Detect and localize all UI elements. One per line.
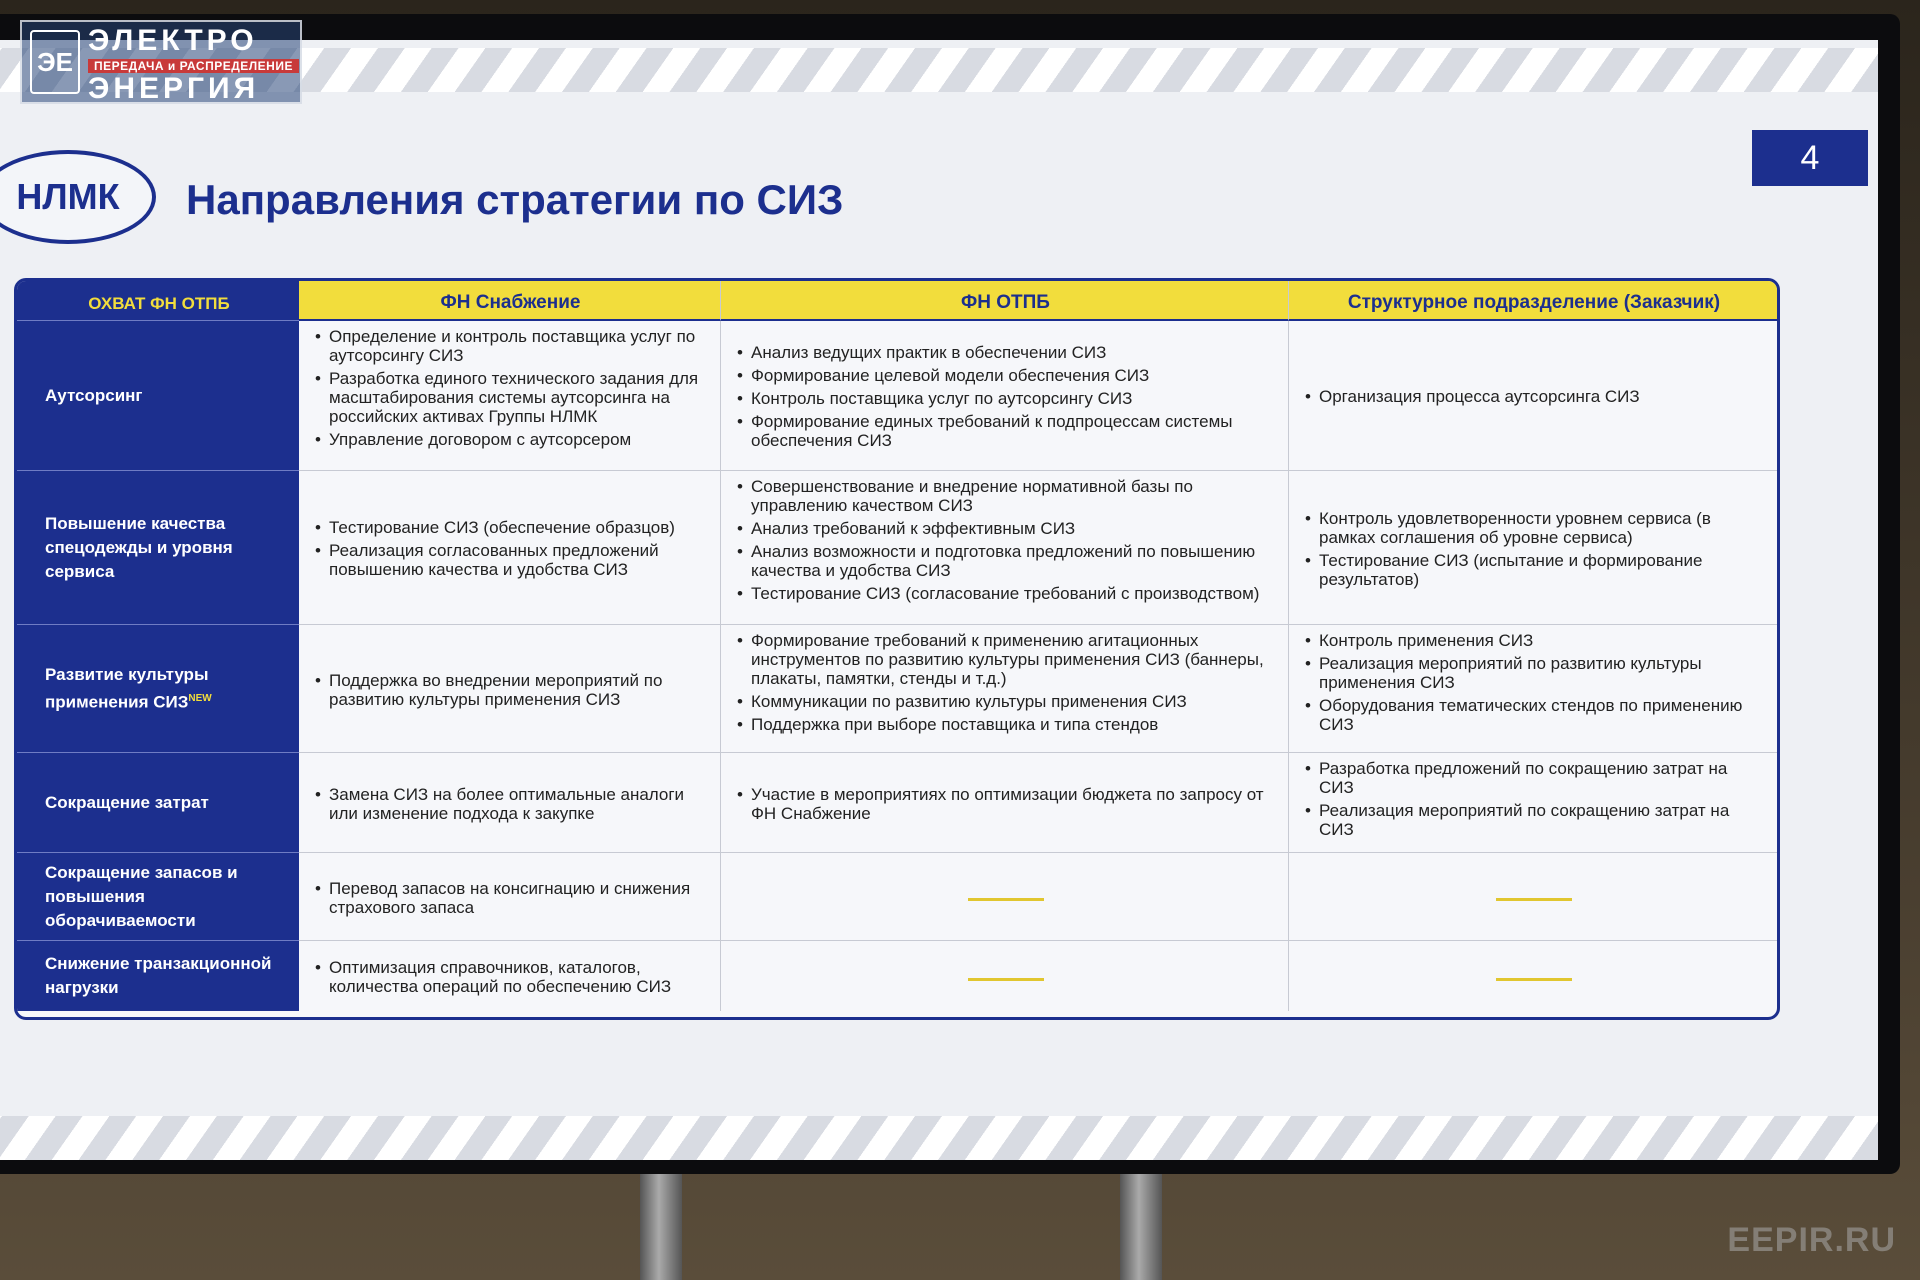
eepir-watermark: EEPIR.RU — [1727, 1221, 1896, 1259]
empty-dash — [1496, 978, 1572, 981]
table-cell — [299, 471, 721, 625]
table-cell-empty — [1289, 853, 1777, 941]
strategy-table — [14, 278, 1780, 1020]
table-cell — [1289, 471, 1777, 625]
table-cell — [299, 321, 721, 471]
list-item: • Реализация мероприятий по развитию культуры применения СИЗ — [1319, 654, 1765, 692]
list-item: • Поддержка во внедрении мероприятий по развитию культуры применения СИЗ — [329, 671, 708, 709]
column-header-otpb: ФН ОТПБ — [721, 281, 1289, 321]
monitor-stand-right — [1120, 1174, 1162, 1280]
list-item: • Участие в мероприятиях по оптимизации бюджета по запросу от ФН Снабжение — [751, 785, 1276, 823]
list-item: • Формирование единых требований к подпроцессам системы обеспечения СИЗ — [751, 412, 1276, 450]
list-item: • Тестирование СИЗ (согласование требований с производством) — [751, 584, 1276, 603]
list-item: • Реализация согласованных предложений повышению качества и удобства СИЗ — [329, 541, 708, 579]
list-item: • Коммуникации по развитию культуры применения СИЗ — [751, 692, 1276, 711]
list-item: • Организация процесса аутсорсинга СИЗ — [1319, 387, 1765, 406]
table-cell — [1289, 753, 1777, 853]
table-cell — [1289, 625, 1777, 753]
electroenergy-watermark — [20, 20, 302, 104]
watermark-line1: ЭЛЕКТРО — [88, 24, 258, 57]
list-item: • Тестирование СИЗ (обеспечение образцов) — [329, 518, 708, 537]
empty-dash — [1496, 898, 1572, 901]
table-cell — [721, 753, 1289, 853]
row-header-inventory: Сокращение запасов и повышения оборачиваемости — [17, 853, 299, 941]
monitor-frame — [0, 14, 1900, 1174]
table-cell — [299, 853, 721, 941]
list-item: • Разработка единого технического задания для масштабирования системы аутсорсинга на российских активах Группы НЛМК — [329, 369, 708, 426]
list-item: • Управление договором с аутсорсером — [329, 430, 708, 449]
table-cell-empty — [1289, 941, 1777, 1011]
monitor-stand-left — [640, 1174, 682, 1280]
table-cell — [721, 321, 1289, 471]
list-item: • Замена СИЗ на более оптимальные аналоги или изменение подхода к закупке — [329, 785, 708, 823]
row-header-outsourcing: Аутсорсинг — [17, 321, 299, 471]
nlmk-logo: НЛМК — [0, 150, 156, 244]
row-header-transactions: Снижение транзакционной нагрузки — [17, 941, 299, 1011]
list-item: • Формирование целевой модели обеспечения СИЗ — [751, 366, 1276, 385]
list-item: • Поддержка при выборе поставщика и типа стендов — [751, 715, 1276, 734]
list-item: • Оптимизация справочников, каталогов, количества операций по обеспечению СИЗ — [329, 958, 708, 996]
list-item: • Контроль удовлетворенности уровнем сервиса (в рамках соглашения об уровне сервиса) — [1319, 509, 1765, 547]
list-item: • Разработка предложений по сокращению затрат на СИЗ — [1319, 759, 1765, 797]
table-cell — [299, 625, 721, 753]
table-corner-header: ОХВАТ ФН ОТПБ — [17, 281, 299, 321]
list-item: • Оборудования тематических стендов по применению СИЗ — [1319, 696, 1765, 734]
slide-title: Направления стратегии по СИЗ — [186, 176, 844, 223]
list-item: • Формирование требований к применению агитационных инструментов по развитию культуры применения СИЗ (баннеры, плакаты, памятки, стенды и т.д.) — [751, 631, 1276, 688]
slide-page-number: 4 — [1752, 130, 1868, 186]
list-item: • Контроль применения СИЗ — [1319, 631, 1765, 650]
table-cell — [299, 753, 721, 853]
empty-dash — [968, 978, 1044, 981]
table-cell-empty — [721, 853, 1289, 941]
new-badge: NEW — [188, 692, 212, 704]
watermark-line2: ПЕРЕДАЧА и РАСПРЕДЕЛЕНИЕ — [88, 59, 299, 73]
empty-dash — [968, 898, 1044, 901]
list-item: • Тестирование СИЗ (испытание и формирование результатов) — [1319, 551, 1765, 589]
presentation-slide — [0, 40, 1878, 1160]
table-cell — [721, 625, 1289, 753]
row-header-cost: Сокращение затрат — [17, 753, 299, 853]
row-label: Развитие культуры применения СИЗ — [45, 664, 209, 712]
column-header-customer: Структурное подразделение (Заказчик) — [1289, 281, 1777, 321]
column-header-supply: ФН Снабжение — [299, 281, 721, 321]
watermark-sign: ЭЕ — [30, 30, 80, 94]
list-item: • Анализ возможности и подготовка предложений по повышению качества и удобства СИЗ — [751, 542, 1276, 580]
watermark-line3: ЭНЕРГИЯ — [88, 72, 260, 105]
row-header-culture — [17, 625, 299, 753]
list-item: • Анализ требований к эффективным СИЗ — [751, 519, 1276, 538]
list-item: • Анализ ведущих практик в обеспечении СИЗ — [751, 343, 1276, 362]
table-cell-empty — [721, 941, 1289, 1011]
list-item: • Совершенствование и внедрение нормативной базы по управлению качеством СИЗ — [751, 477, 1276, 515]
row-header-quality: Повышение качества спецодежды и уровня сервиса — [17, 471, 299, 625]
list-item: • Реализация мероприятий по сокращению затрат на СИЗ — [1319, 801, 1765, 839]
list-item: • Контроль поставщика услуг по аутсорсингу СИЗ — [751, 389, 1276, 408]
table-cell — [299, 941, 721, 1011]
table-cell — [721, 471, 1289, 625]
slide-bottom-stripes — [0, 1116, 1878, 1160]
list-item: • Перевод запасов на консигнацию и снижения страхового запаса — [329, 879, 708, 917]
table-cell — [1289, 321, 1777, 471]
list-item: • Определение и контроль поставщика услуг по аутсорсингу СИЗ — [329, 327, 708, 365]
